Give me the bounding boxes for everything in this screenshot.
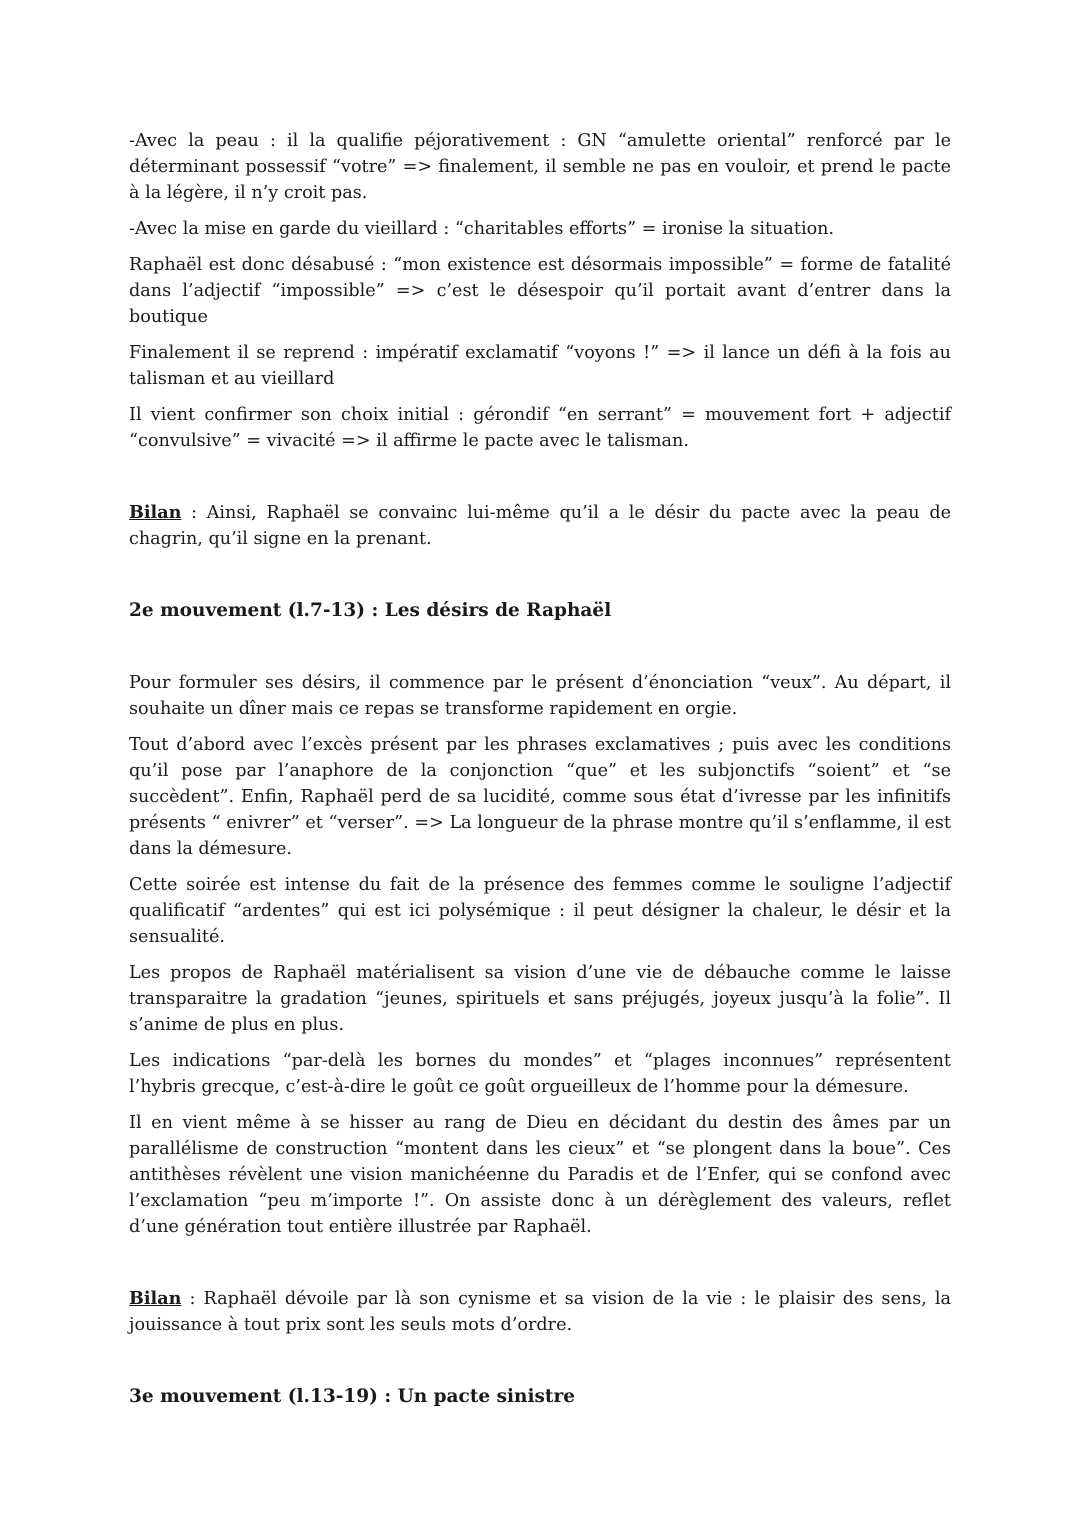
paragraph-mise-en-garde: -Avec la mise en garde du vieillard : “charitables efforts” = ironise la situation.	[129, 219, 835, 239]
bilan-2	[129, 1286, 951, 1338]
paragraph-desirs: Pour formuler ses désirs, il commence par le présent d’énonciation “veux”. Au départ, il souhaite un dîner mais ce repas se transforme rapidement en orgie.	[129, 673, 951, 719]
paragraph-debauche: Les propos de Raphaël matérialisent sa vision d’une vie de débauche comme le laisse transparaitre la gradation “jeunes, spirituels et sans préjugés, joyeux jusqu’à la folie”. Il s’anime de plus en plus.	[129, 963, 951, 1035]
bilan-label: Bilan	[129, 1288, 182, 1309]
paragraph-choix-initial: Il vient confirmer son choix initial : gérondif “en serrant” = mouvement fort + adjectif “convulsive” = vivacité => il affirme le pacte avec le talisman.	[129, 405, 951, 451]
paragraph-dieu: Il en vient même à se hisser au rang de Dieu en décidant du destin des âmes par un parallélisme de construction “montent dans les cieux” et “se plongent dans la boue”. Ces antithèses révèlent une vision manichéenne du Paradis et de l’Enfer, qui se confond avec l’exclamation “peu m’importe !”. On assiste donc à un dérèglement des valeurs, reflet d’une génération tout entière illustrée par Raphaël.	[129, 1113, 951, 1237]
paragraph-reprise: Finalement il se reprend : impératif exclamatif “voyons !” => il lance un défi à la fois au talisman et au vieillard	[129, 343, 951, 389]
bilan-text: : Raphaël dévoile par là son cynisme et sa vision de la vie : le plaisir des sens, la jouissance à tout prix sont les seuls mots d’ordre.	[129, 1289, 951, 1335]
section-heading-2: 2e mouvement (l.7-13) : Les désirs de Raphaël	[129, 600, 612, 621]
paragraph-exces: Tout d’abord avec l’excès présent par les phrases exclamatives ; puis avec les conditions qu’il pose par l’anaphore de la conjonction “que” et les subjonctifs “soient” et “se succèdent”. Enfin, Raphaël perd de sa lucidité, comme sous état d’ivresse par les infinitifs présents “ enivrer” et “verser”. => La longueur de la phrase montre qu’il s’enflamme, il est dans la démesure.	[129, 735, 951, 859]
paragraph-soiree: Cette soirée est intense du fait de la présence des femmes comme le souligne l’adjectif qualificatif “ardentes” qui est ici polysémique : il peut désigner la chaleur, le désir et la sensualité.	[129, 875, 951, 947]
bilan-text: : Ainsi, Raphaël se convainc lui-même qu’il a le désir du pacte avec la peau de chagrin, qu’il signe en la prenant.	[129, 503, 951, 549]
paragraph-peau: -Avec la peau : il la qualifie péjorativement : GN “amulette oriental” renforcé par le déterminant possessif “votre” => finalement, il semble ne pas en vouloir, et prend le pacte à la légère, il n’y croit pas.	[129, 131, 951, 203]
bilan-label: Bilan	[129, 502, 182, 523]
paragraph-desabuse: Raphaël est donc désabusé : “mon existence est désormais impossible” = forme de fatalité dans l’adjectif “impossible” => c’est le désespoir qu’il portait avant d’entrer dans la boutique	[129, 255, 951, 327]
paragraph-hybris: Les indications “par-delà les bornes du mondes” et “plages inconnues” représentent l’hybris grecque, c’est-à-dire le goût ce goût orgueilleux de l’homme pour la démesure.	[129, 1051, 951, 1097]
bilan-1	[129, 500, 951, 552]
section-heading-3: 3e mouvement (l.13-19) : Un pacte sinistre	[129, 1386, 575, 1407]
document-page	[129, 128, 951, 1410]
